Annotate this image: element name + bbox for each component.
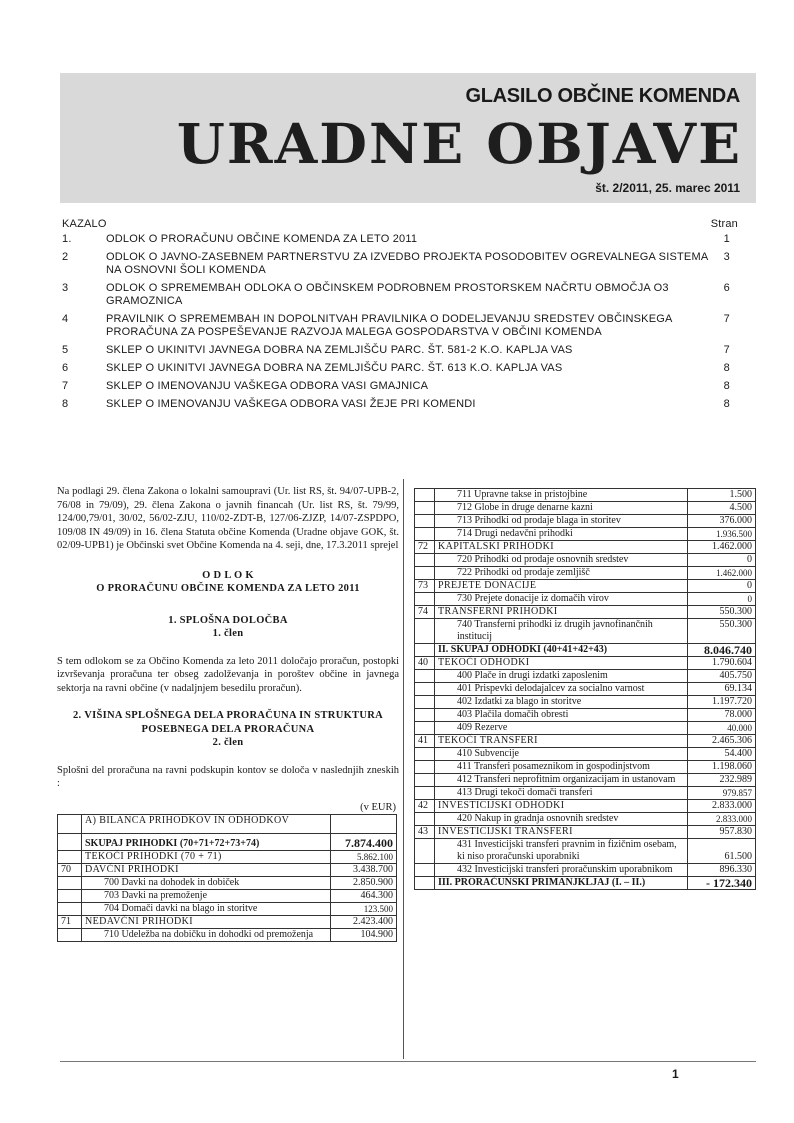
row-amount: 550.300: [688, 619, 756, 644]
publication-org: GLASILO OBČINE KOMENDA: [465, 85, 740, 107]
row-label: 400 Plače in drugi izdatki zaposlenim: [435, 670, 688, 683]
row-label: 711 Upravne takse in pristojbine: [435, 489, 688, 502]
table-row: [415, 787, 756, 800]
row-amount: 979.857: [688, 787, 756, 800]
toc-item-number: 8: [62, 398, 69, 410]
table-row: [415, 657, 756, 670]
table-row: [58, 877, 397, 890]
toc-item[interactable]: [62, 313, 730, 339]
odlok-title: O PRORAČUNU OBČINE KOMENDA ZA LETO 2011: [96, 583, 360, 594]
row-label: 722 Prihodki od prodaje zemljišč: [435, 567, 688, 580]
row-amount: 40.000: [688, 722, 756, 735]
row-label: III. PRORAČUNSKI PRIMANJKLJAJ (I. – II.): [435, 877, 688, 890]
row-amount: 78.000: [688, 709, 756, 722]
row-label: 704 Domači davki na blago in storitve: [82, 903, 331, 916]
table-row: [415, 580, 756, 593]
row-label: 713 Prihodki od prodaje blaga in storitev: [435, 515, 688, 528]
row-amount: 3.438.700: [331, 864, 397, 877]
row-code: 72: [415, 541, 435, 554]
left-column: [57, 485, 399, 942]
table-row: [58, 834, 397, 851]
row-amount: 0: [688, 554, 756, 567]
publication-title: URADNE OBJAVE: [176, 111, 742, 176]
toc-item-title: SKLEP O IMENOVANJU VAŠKEGA ODBORA VASI ŽEJE PRI KOMENDI: [106, 398, 476, 410]
row-label: 411 Transferi posameznikom in gospodinjstvom: [435, 761, 688, 774]
row-label: 403 Plačila domačih obresti: [435, 709, 688, 722]
row-amount: 1.500: [688, 489, 756, 502]
table-row: [415, 722, 756, 735]
table-row: [415, 670, 756, 683]
row-amount: 1.198.060: [688, 761, 756, 774]
page-number: 1: [672, 1067, 679, 1081]
toc-item-number: 1.: [62, 233, 72, 245]
row-label: INVESTICIJSKI ODHODKI: [435, 800, 688, 813]
row-amount: 1.462.000: [688, 541, 756, 554]
section-2-article: 2. člen: [212, 737, 244, 748]
row-label: 409 Rezerve: [435, 722, 688, 735]
row-code: 71: [58, 916, 82, 929]
row-label: 740 Transferni prihodki iz drugih javnofinančnih institucij: [435, 619, 688, 644]
table-row: [415, 619, 756, 644]
table-header-cell: A) BILANCA PRIHODKOV IN ODHODKOV: [82, 815, 331, 834]
row-amount: 1.790.604: [688, 657, 756, 670]
toc-item-page: 8: [723, 362, 730, 374]
section-1-article: 1. člen: [212, 628, 244, 639]
issue-info: št. 2/2011, 25. marec 2011: [595, 181, 740, 195]
row-code: 40: [415, 657, 435, 670]
row-label: 703 Davki na premoženje: [82, 890, 331, 903]
row-label: 714 Drugi nedavčni prihodki: [435, 528, 688, 541]
row-label: 720 Prihodki od prodaje osnovnih sredstev: [435, 554, 688, 567]
toc-item[interactable]: [62, 251, 730, 277]
row-amount: 123.500: [331, 903, 397, 916]
table-row: [415, 644, 756, 657]
toc-item-page: 7: [723, 344, 730, 356]
row-amount: 8.046.740: [688, 644, 756, 657]
toc-item-number: 4: [62, 313, 69, 325]
row-label: KAPITALSKI PRIHODKI: [435, 541, 688, 554]
row-code: 42: [415, 800, 435, 813]
toc-item-number: 6: [62, 362, 69, 374]
row-label: 730 Prejete donacije iz domačih virov: [435, 593, 688, 606]
table-row: [415, 696, 756, 709]
table-row: [415, 567, 756, 580]
row-label: 412 Transferi neprofitnim organizacijam in ustanovam: [435, 774, 688, 787]
row-code: 41: [415, 735, 435, 748]
toc-item-page: 7: [723, 313, 730, 325]
row-code: 74: [415, 606, 435, 619]
table-row: [415, 502, 756, 515]
toc-heading: KAZALO: [62, 218, 107, 230]
currency-note: (v EUR): [360, 801, 396, 813]
row-code: 43: [415, 826, 435, 839]
toc-item[interactable]: [62, 362, 730, 375]
table-row: [58, 864, 397, 877]
table-row: [415, 800, 756, 813]
footer-rule: [60, 1061, 756, 1062]
toc-item-title: ODLOK O PRORAČUNU OBČINE KOMENDA ZA LETO 2011: [106, 233, 418, 245]
row-label: 402 Izdatki za blago in storitve: [435, 696, 688, 709]
row-amount: 0: [688, 580, 756, 593]
toc-item-title: ODLOK O JAVNO-ZASEBNEM PARTNERSTVU ZA IZVEDBO PROJEKTA POSODOBITEV OGREVALNEGA SISTEMA NA OSNOVNI ŠOLI KOMENDA: [106, 251, 708, 276]
row-amount: 54.400: [688, 748, 756, 761]
table-row: [415, 593, 756, 606]
toc-item-title: PRAVILNIK O SPREMEMBAH IN DOPOLNITVAH PRAVILNIKA O DODELJEVANJU SREDSTEV OBČINSKEGA PRORAČUNA ZA POSPEŠEVANJE RAZVOJA MALEGA GOSPODARSTVA V OBČINI KOMENDA: [106, 313, 672, 338]
row-amount: 957.830: [688, 826, 756, 839]
masthead: [60, 73, 756, 203]
toc-item-page: 8: [723, 398, 730, 410]
column-divider: [403, 479, 404, 1059]
row-amount: 7.874.400: [331, 834, 397, 851]
table-row: [415, 489, 756, 502]
table-row: [58, 916, 397, 929]
row-amount: 1.197.720: [688, 696, 756, 709]
table-row: [415, 683, 756, 696]
row-label: 401 Prispevki delodajalcev za socialno varnost: [435, 683, 688, 696]
row-amount: 104.900: [331, 929, 397, 942]
row-code: 73: [415, 580, 435, 593]
table-row: [58, 851, 397, 864]
row-label: 420 Nakup in gradnja osnovnih sredstev: [435, 813, 688, 826]
toc-item-number: 2: [62, 251, 69, 263]
row-amount: 69.134: [688, 683, 756, 696]
row-label: TEKOČI ODHODKI: [435, 657, 688, 670]
row-label: 432 Investicijski transferi proračunskim uporabnikom: [435, 864, 688, 877]
row-amount: 2.423.400: [331, 916, 397, 929]
toc-item-title: SKLEP O UKINITVI JAVNEGA DOBRA NA ZEMLJIŠČU PARC. ŠT. 613 K.O. KAPLJA VAS: [106, 362, 563, 374]
toc-item-title: ODLOK O SPREMEMBAH ODLOKA O OBČINSKEM PODROBNEM PROSTORSKEM NAČRTU OBMOČJA O3 GRAMOZNICA: [106, 282, 669, 307]
table-row: [415, 761, 756, 774]
row-label: 710 Udeležba na dobičku in dohodki od premoženja: [82, 929, 331, 942]
row-label: PREJETE DONACIJE: [435, 580, 688, 593]
toc-item[interactable]: [62, 398, 730, 411]
table-of-contents: [62, 218, 738, 416]
row-amount: 550.300: [688, 606, 756, 619]
row-amount: - 172.340: [688, 877, 756, 890]
row-amount: 5.862.100: [331, 851, 397, 864]
section-1-text: S tem odlokom se za Občino Komenda za leto 2011 določajo proračun, postopki izvrševanja proračuna ter obseg zadolževanja in poroštev občine in javnega sektorja na ravni občine (v nadaljnjem besedilu proračun).: [57, 655, 399, 694]
row-amount: 4.500: [688, 502, 756, 515]
table-row: [415, 541, 756, 554]
toc-item-page: 3: [723, 251, 730, 263]
toc-item-number: 3: [62, 282, 69, 294]
row-amount: 0: [688, 593, 756, 606]
toc-item-title: SKLEP O IMENOVANJU VAŠKEGA ODBORA VASI GMAJNICA: [106, 380, 429, 392]
row-label: II. SKUPAJ ODHODKI (40+41+42+43): [435, 644, 688, 657]
row-amount: 2.833.000: [688, 800, 756, 813]
toc-item-number: 7: [62, 380, 69, 392]
row-label: DAVČNI PRIHODKI: [82, 864, 331, 877]
toc-item-title: SKLEP O UKINITVI JAVNEGA DOBRA NA ZEMLJIŠČU PARC. ŠT. 581-2 K.O. KAPLJA VAS: [106, 344, 573, 356]
row-label: TEKOČI PRIHODKI (70 + 71): [82, 851, 331, 864]
table-row: [58, 815, 397, 834]
odlok-heading: O D L O K: [202, 569, 254, 581]
table-row: [415, 774, 756, 787]
table-row: [415, 515, 756, 528]
table-row: [415, 877, 756, 890]
table-row: [415, 709, 756, 722]
toc-page-heading: Stran: [710, 218, 738, 230]
row-amount: 2.833.000: [688, 813, 756, 826]
section-1-title: 1. SPLOŠNA DOLOČBA: [168, 614, 288, 626]
row-code: 70: [58, 864, 82, 877]
toc-item[interactable]: [62, 380, 730, 393]
row-label: TRANSFERNI PRIHODKI: [435, 606, 688, 619]
row-amount: 1.462.000: [688, 567, 756, 580]
table-row: [415, 528, 756, 541]
table-row: [415, 606, 756, 619]
row-label: TEKOČI TRANSFERI: [435, 735, 688, 748]
toc-item-page: 8: [723, 380, 730, 392]
table-row: [415, 554, 756, 567]
table-row: [415, 735, 756, 748]
row-amount: 2.465.306: [688, 735, 756, 748]
table-row: [58, 890, 397, 903]
table-row: [415, 826, 756, 839]
budget-table-right: [414, 488, 756, 890]
row-label: 413 Drugi tekoči domači transferi: [435, 787, 688, 800]
row-amount: 405.750: [688, 670, 756, 683]
row-label: 712 Globe in druge denarne kazni: [435, 502, 688, 515]
toc-item-page: 6: [723, 282, 730, 294]
table-row: [415, 864, 756, 877]
toc-item[interactable]: [62, 344, 730, 357]
budget-table-left: [57, 814, 397, 942]
section-2-title: 2. VIŠINA SPLOŠNEGA DELA PRORAČUNA IN STRUKTURA POSEBNEGA DELA PRORAČUNA: [72, 710, 383, 735]
toc-header: [62, 218, 738, 233]
row-amount: 61.500: [688, 839, 756, 864]
row-label: 431 Investicijski transferi pravnim in fizičnim osebam, ki niso proračunski uporabniki: [435, 839, 688, 864]
table-row: [415, 839, 756, 864]
row-amount: 232.989: [688, 774, 756, 787]
row-label: SKUPAJ PRIHODKI (70+71+72+73+74): [82, 834, 331, 851]
table-row: [58, 903, 397, 916]
toc-item-number: 5: [62, 344, 69, 356]
row-amount: 2.850.900: [331, 877, 397, 890]
row-label: 410 Subvencije: [435, 748, 688, 761]
row-label: INVESTICIJSKI TRANSFERI: [435, 826, 688, 839]
row-label: NEDAVČNI PRIHODKI: [82, 916, 331, 929]
row-amount: 1.936.500: [688, 528, 756, 541]
table-row: [415, 748, 756, 761]
toc-item[interactable]: [62, 282, 730, 308]
table-row: [58, 929, 397, 942]
toc-item-page: 1: [723, 233, 730, 245]
row-amount: 376.000: [688, 515, 756, 528]
row-label: 700 Davki na dohodek in dobiček: [82, 877, 331, 890]
table-row: [415, 813, 756, 826]
intro-paragraph: Na podlagi 29. člena Zakona o lokalni samoupravi (Ur. list RS, št. 94/07-UPB-2, 76/08 in 79/09), 29. člena Zakona o javnih financah (Ur. list RS, št. 79/99, 124/00,79/01, 30/02, 56/02-ZJU, 110/02-ZDT-B, 127/06-ZJZP, 14/07-ZSPDPO, 109/08 IN 49/09) in 16. člena Statuta občine Komenda (Uradne objave GOK, št. 02/09-UPB1) je Občinski svet Občine Komenda na 4. seji, dne, 17.3.2011 sprejel: [57, 486, 399, 551]
section-2-text: Splošni del proračuna na ravni podskupin kontov se določa v naslednjih zneskih :: [57, 764, 399, 789]
toc-item[interactable]: [62, 233, 730, 246]
row-amount: 464.300: [331, 890, 397, 903]
row-amount: 896.330: [688, 864, 756, 877]
